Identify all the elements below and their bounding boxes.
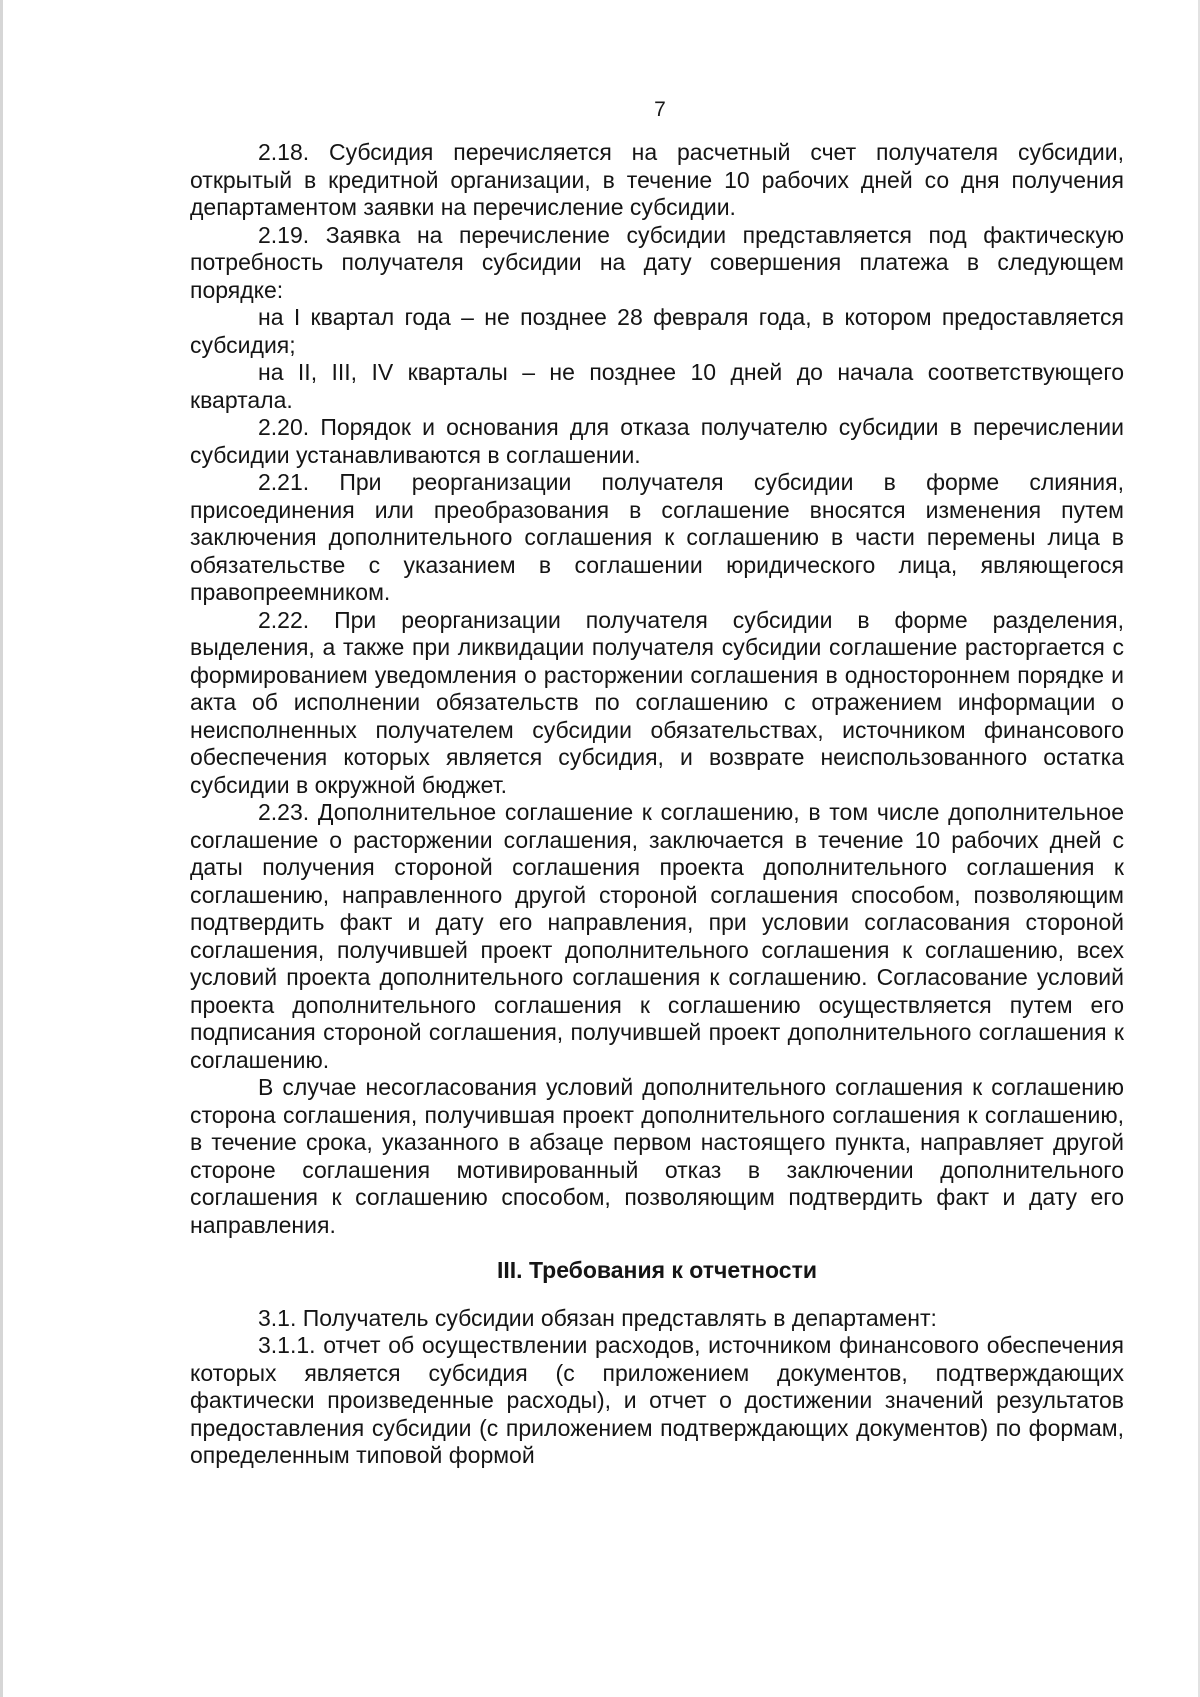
paragraph-2-19: 2.19. Заявка на перечисление субсидии представляется под фактическую потребность получателя субсидии на дату совершения платежа в следующем порядке: bbox=[190, 221, 1124, 303]
paragraph-2-21: 2.21. При реорганизации получателя субсидии в форме слияния, присоединения или преобразования в соглашение вносятся изменения путем заключения дополнительного соглашения к соглашению в части перемены лица в обязательстве с указанием в соглашении юридического лица, являющегося правопреемником. bbox=[190, 469, 1124, 605]
document-body bbox=[190, 139, 1124, 1470]
paragraph-2-19-first-quarter: на I квартал года – не позднее 28 февраля года, в котором предоставляется субсидия; bbox=[190, 304, 1124, 358]
paragraph-2-23: 2.23. Дополнительное соглашение к соглашению, в том числе дополнительное соглашение о расторжении соглашения, заключается в течение 10 рабочих дней с даты получения стороной соглашения проекта дополнительного соглашения к соглашению, направленного другой стороной соглашения способом, позволяющим подтвердить факт и дату его направления, при условии согласования стороной соглашения, получившей проект дополнительного соглашения к соглашению, всех условий проекта дополнительного соглашения к соглашению. Согласование условий проекта дополнительного соглашения к соглашению осуществляется путем его подписания стороной соглашения, получившей проект дополнительного соглашения к соглашению. bbox=[190, 799, 1124, 1073]
paragraph-3-1: 3.1. Получатель субсидии обязан представлять в департамент: bbox=[258, 1304, 937, 1331]
paragraph-2-23-disagreement: В случае несогласования условий дополнительного соглашения к соглашению сторона соглашения, получившая проект дополнительного соглашения к соглашению, в течение срока, указанного в абзаце первом настоящего пункта, направляет другой стороне соглашения мотивированный отказ в заключении дополнительного соглашения к соглашению способом, позволяющим подтвердить факт и дату его направления. bbox=[190, 1074, 1124, 1238]
page-number: 7 bbox=[654, 98, 666, 121]
paragraph-2-18: 2.18. Субсидия перечисляется на расчетный счет получателя субсидии, открытый в кредитной организации, в течение 10 рабочих дней со дня получения департаментом заявки на перечисление субсидии. bbox=[190, 139, 1124, 220]
scan-edge-left bbox=[0, 0, 3, 1697]
paragraph-2-19-other-quarters: на II, III, IV кварталы – не позднее 10 дней до начала соответствующего квартала. bbox=[190, 359, 1124, 413]
paragraph-2-22: 2.22. При реорганизации получателя субсидии в форме разделения, выделения, а также при ликвидации получателя субсидии соглашение расторгается с формированием уведомления о расторжении соглашения в одностороннем порядке и акта об исполнении обязательств по соглашению с отражением информации о неисполненных получателем субсидии обязательствах, источником финансового обеспечения которых является субсидия, и возврате неиспользованного остатка субсидии в окружной бюджет. bbox=[190, 606, 1124, 798]
section-heading: III. Требования к отчетности bbox=[497, 1257, 817, 1283]
paragraph-3-1-1: 3.1.1. отчет об осуществлении расходов, источником финансового обеспечения которых является субсидия (с приложением документов, подтверждающих фактически произведенные расходы), и отчет о достижении значений результатов предоставления субсидии (с приложением подтверждающих документов) по формам, определенным типовой формой bbox=[190, 1332, 1124, 1468]
paragraph-2-20: 2.20. Порядок и основания для отказа получателю субсидии в перечислении субсидии устанавливаются в соглашении. bbox=[190, 414, 1124, 468]
